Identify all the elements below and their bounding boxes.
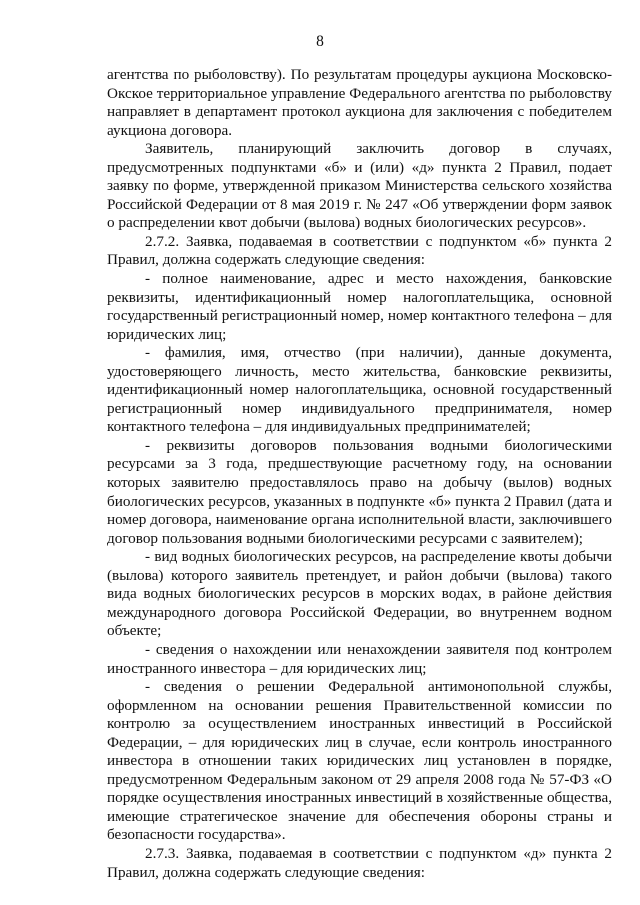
list-item-contracts: - реквизиты договоров пользования водными биологическими ресурсами за 3 года, предшествующие расчетному году, на основании которых заявителю предоставлялось право на добычу (вылов) водных биологических ресурсов, указанных в подпункте «б» пункта 2 Правил (дата и номер договора, наименование органа исполнительной власти, заключившего договор пользования водными биологическими ресурсами с заявителем);	[107, 436, 612, 547]
list-item-fas-decision: - сведения о решении Федеральной антимонопольной службы, оформленном на основании решения Правительственной комиссии по контролю за осуществлением иностранных инвестиций в Российской Федерации, – для юридических лиц в случае, если контроль иностранного инвестора в отношении таких юридических лиц установлен в порядке, предусмотренном Федеральным законом от 29 апреля 2008 года № 57-ФЗ «О порядке осуществления иностранных инвестиций в хозяйственные общества, имеющие стратегическое значение для обеспечения обороны страны и безопасности государства».	[107, 678, 612, 844]
list-item-species: - вид водных биологических ресурсов, на распределение квоты добычи (вылова) которого заявитель претендует, и район добычи (вылова) такого вида водных биологических ресурсов в морских водах, в районе действия международного договора Российской Федерации, во внутреннем водном объекте;	[107, 548, 612, 640]
document-body	[107, 66, 612, 882]
list-item-legal-entity: - полное наименование, адрес и место нахождения, банковские реквизиты, идентификационный номер налогоплательщика, основной государственный регистрационный номер, номер контактного телефона – для юридических лиц;	[107, 270, 612, 343]
list-item-foreign-control: - сведения о нахождении или ненахождении заявителя под контролем иностранного инвестора – для юридических лиц;	[107, 640, 612, 677]
page-number: 8	[316, 33, 324, 50]
paragraph-auction-result: агентства по рыболовству). По результатам процедуры аукциона Московско-Окское территориальное управление Федерального агентства по рыболовству направляет в департамент протокол аукциона для заключения с победителем аукциона договора.	[107, 66, 612, 139]
paragraph-applicant: Заявитель, планирующий заключить договор в случаях, предусмотренных подпунктами «б» и (или) «д» пункта 2 Правил, подает заявку по форме, утвержденной приказом Министерства сельского хозяйства Российской Федерации от 8 мая 2019 г. № 247 «Об утверждении форм заявок о распределении квот добычи (вылова) водных биологических ресурсов».	[107, 140, 612, 232]
paragraph-section-2-7-3: 2.7.3. Заявка, подаваемая в соответствии с подпунктом «д» пункта 2 Правил, должна содержать следующие сведения:	[107, 844, 612, 881]
list-item-individual: - фамилия, имя, отчество (при наличии), данные документа, удостоверяющего личность, место жительства, банковские реквизиты, идентификационный номер налогоплательщика, основной государственный регистрационный номер индивидуального предпринимателя, номер контактного телефона – для индивидуальных предпринимателей;	[107, 344, 612, 436]
paragraph-section-2-7-2: 2.7.2. Заявка, подаваемая в соответствии с подпунктом «б» пункта 2 Правил, должна содержать следующие сведения:	[107, 232, 612, 269]
